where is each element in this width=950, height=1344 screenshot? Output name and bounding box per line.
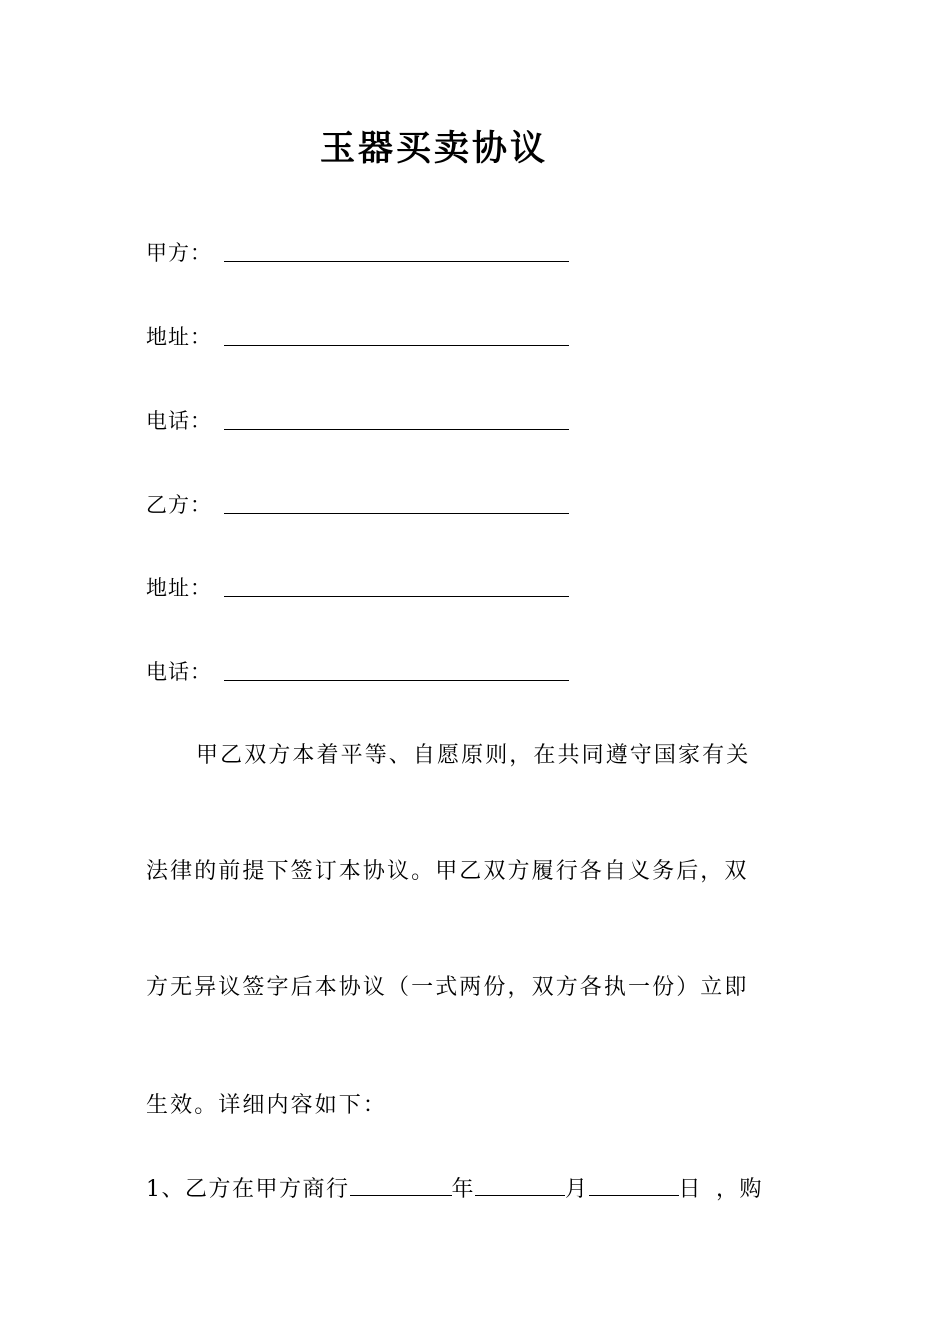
clause-1-suffix: ，购 [716, 1177, 764, 1202]
party-b-name-blank[interactable] [224, 491, 569, 514]
party-a-name-blank[interactable] [224, 239, 569, 262]
party-b-address-blank[interactable] [224, 574, 569, 597]
intro-paragraph-line-2: 法律的前提下签订本协议。甲乙双方履行各自义务后，双 [146, 859, 749, 884]
party-b-phone-label: 电话： [146, 660, 212, 684]
clause-1-month-blank[interactable] [475, 1175, 565, 1196]
intro-paragraph-line-3: 方无异议签字后本协议（一式两份，双方各执一份）立即 [146, 975, 749, 1000]
party-b-name-row [146, 490, 569, 520]
document-title: 玉器买卖协议 [319, 128, 548, 169]
clause-1-day-label: 日 [678, 1177, 703, 1202]
party-a-phone-label: 电话： [146, 409, 212, 433]
party-a-phone-blank[interactable] [224, 407, 569, 430]
party-b-address-row [146, 573, 569, 603]
party-b-address-label: 地址： [146, 576, 212, 600]
party-a-address-label: 地址： [146, 325, 212, 349]
party-b-phone-blank[interactable] [224, 658, 569, 681]
clause-1-year-blank[interactable] [350, 1175, 452, 1196]
party-a-name-row [146, 238, 569, 268]
intro-paragraph-line-4: 生效。详细内容如下： [146, 1093, 388, 1118]
party-b-phone-row [146, 657, 569, 687]
clause-1-day-blank[interactable] [589, 1175, 679, 1196]
intro-paragraph-line-1: 甲乙双方本着平等、自愿原则，在共同遵守国家有关 [196, 743, 751, 768]
clause-1-prefix: 1、乙方在甲方商行 [146, 1177, 350, 1202]
party-a-address-blank[interactable] [224, 323, 569, 346]
party-b-name-label: 乙方： [146, 493, 212, 517]
clause-1-month-label: 月 [565, 1177, 589, 1202]
party-a-address-row [146, 322, 569, 352]
clause-1-line [146, 1174, 786, 1206]
party-a-name-label: 甲方： [146, 241, 212, 265]
party-a-phone-row [146, 406, 569, 436]
clause-1-year-label: 年 [451, 1177, 476, 1202]
